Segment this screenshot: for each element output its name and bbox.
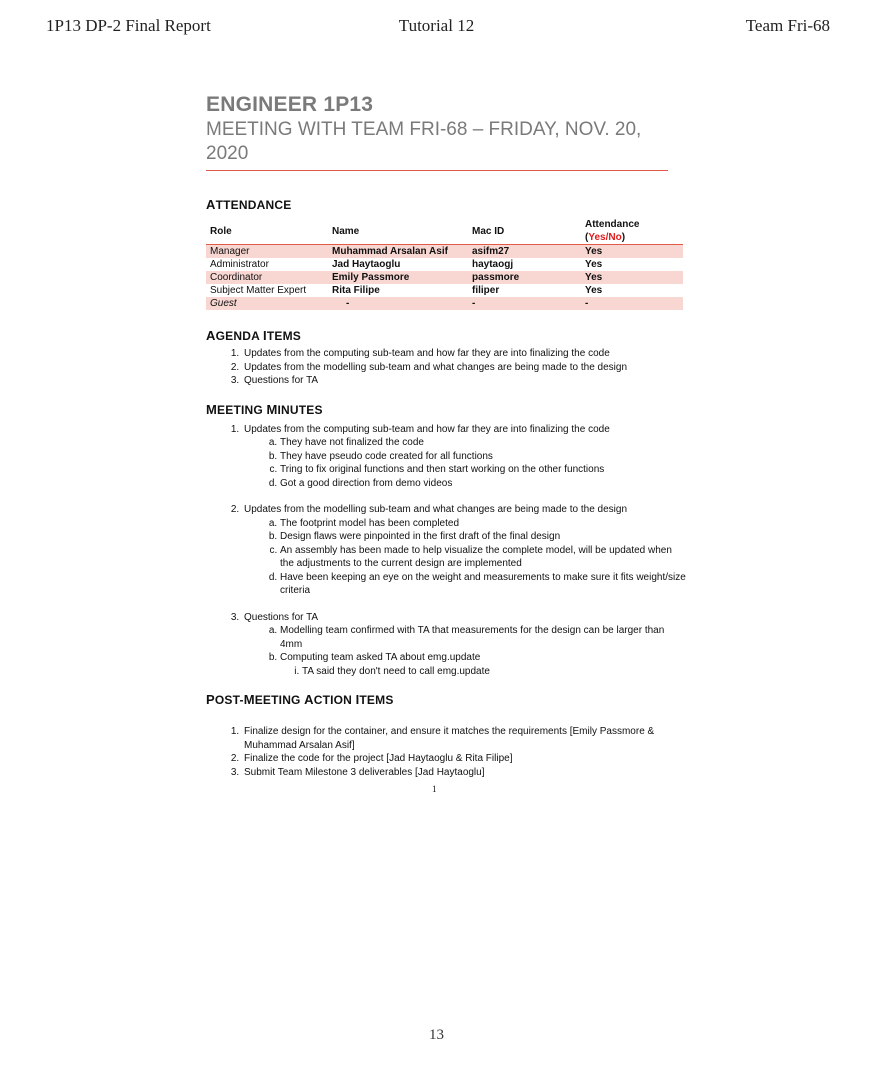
minutes-list [206,423,686,679]
action-items-list [206,725,686,779]
col-role: Role [206,218,328,245]
list-item: 3. Questions for TA [242,374,686,388]
cell-role: Coordinator [206,271,328,284]
page-header [0,16,873,40]
minutes-heading: MEETING MINUTES [206,401,323,417]
header-team: Team Fri-68 [745,16,830,35]
list-item: a. Modelling team confirmed with TA that measurements for the design can be larger than 4mm [280,624,686,651]
cell-mac-id: passmore [468,271,581,284]
list-item: c. Tring to fix original functions and then start working on the other functions [280,463,686,477]
inner-page-number: 1 [432,784,437,794]
list-item: 2. Finalize the code for the project [Jad Haytaoglu & Rita Filipe] [242,752,686,766]
list-item: b. Computing team asked TA about emg.update i. TA said they don't need to call emg.update [280,651,686,678]
cell-name: Emily Passmore [328,271,468,284]
document-subtitle: MEETING WITH TEAM FRI-68 – FRIDAY, NOV. 20, 2020 [206,119,642,164]
cell-attendance: Yes [585,285,603,296]
list-item: i. TA said they don't need to call emg.update [302,665,686,679]
list-item: a. They have not finalized the code [280,436,686,450]
cell-name: Rita Filipe [332,285,380,296]
attendance-header-row [206,218,683,245]
cell-name: Muhammad Arsalan Asif [328,245,468,259]
list-item: 3. Submit Team Milestone 3 deliverables [Jad Haytaoglu] [242,766,686,780]
cell-attendance: Yes [581,271,683,284]
document-title: ENGINEER 1P13 [206,93,374,116]
table-row [206,284,683,297]
agenda-heading: AGENDA ITEMS [206,328,301,343]
cell-mac-id: filiper [472,285,500,296]
header-report-title: 1P13 DP-2 Final Report [46,16,211,35]
attendance-heading: ATTENDANCE [206,197,292,212]
cell-mac-id: asifm27 [468,245,581,259]
table-row [206,245,683,259]
col-mac-id: Mac ID [468,218,581,245]
table-row [206,271,683,284]
cell-attendance: - [581,297,683,310]
list-item: b. They have pseudo code created for all functions [280,450,686,464]
cell-attendance: Yes [581,245,683,259]
list-item: 1. Finalize design for the container, and ensure it matches the requirements [Emily Passmore & Muhammad Arsalan Asif] [242,725,686,752]
page-number: 13 [429,1027,444,1043]
action-items-heading: POST-MEETING ACTION ITEMS [206,692,394,707]
list-item: a. The footprint model has been completed [280,517,686,531]
cell-mac-id: - [468,297,581,310]
list-item: c. An assembly has been made to help visualize the complete model, will be updated when the adjustments to the current design are implemented [280,544,686,571]
cell-role: Guest [206,297,328,310]
col-name: Name [328,218,468,245]
list-item: 1. Updates from the computing sub-team and how far they are into finalizing the code [242,347,686,361]
list-item: 3. Questions for TA a. Modelling team confirmed with TA that measurements for the design can be larger than 4mm b. Computing team asked TA about emg.update i. TA said they don't need to call emg.update [242,611,686,679]
cell-attendance: Yes [585,259,603,270]
cell-name: Jad Haytaoglu [332,259,401,270]
header-tutorial: Tutorial 12 [398,16,475,35]
list-item: b. Design flaws were pinpointed in the first draft of the final design [280,530,686,544]
meeting-minutes-document [206,92,686,779]
cell-name: - [328,297,468,310]
list-item: 2. Updates from the modelling sub-team and what changes are being made to the design [242,361,686,375]
list-item: d. Have been keeping an eye on the weight and measurements to make sure it fits weight/size criteria [280,571,686,598]
list-item: d. Got a good direction from demo videos [280,477,686,491]
cell-role: Manager [206,245,328,259]
col-attendance: Attendance (Yes/No) [581,218,683,245]
title-divider [206,170,668,171]
cell-role: Subject Matter Expert [210,285,307,296]
list-item: 2. Updates from the modelling sub-team and what changes are being made to the design a. The footprint model has been completed b. Design flaws were pinpointed in the first draft of the final design c. An assembly has been made to help visualize the complete model, will be updated when the adjustments to the current design are implemented d. Have been keeping an eye on the weight and measurements to make sure it fits weight/size criteria [242,503,686,598]
cell-role: Administrator [210,259,269,270]
table-row [206,297,683,310]
table-row [206,258,683,271]
cell-mac-id: haytaogj [472,259,514,270]
attendance-table [206,218,683,310]
list-item: 1. Updates from the computing sub-team and how far they are into finalizing the code a. They have not finalized the code b. They have pseudo code created for all functions c. Tring to fix original functions and then start working on the other functions d. Got a good direction from demo videos [242,423,686,491]
agenda-list [206,347,686,388]
